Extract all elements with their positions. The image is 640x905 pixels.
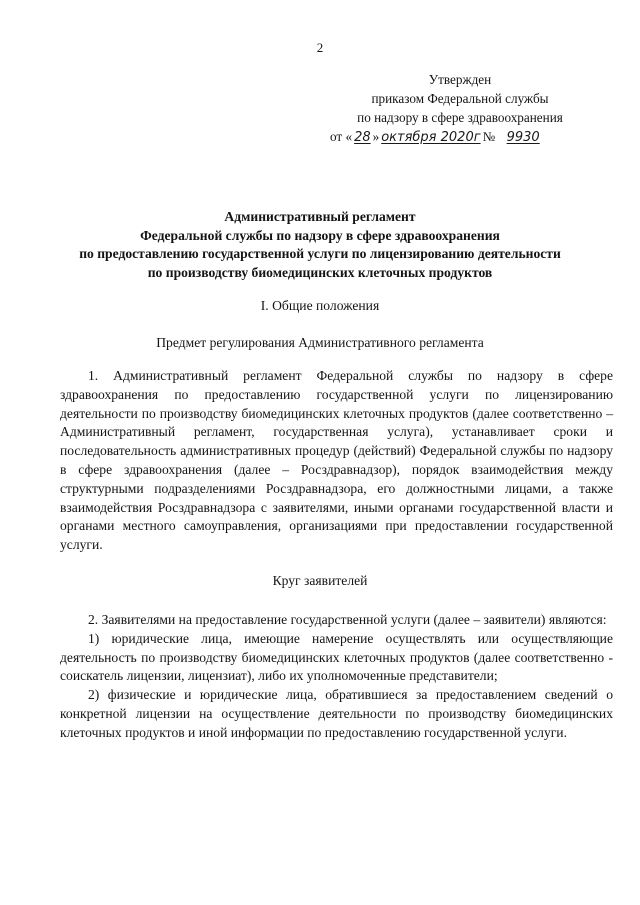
paragraph-4: 2) физические и юридические лица, обратившиеся за предоставлением сведений о конкретной лицензии на осуществление деятельности по производству биомедицинских клеточных продуктов и иной информации по предоставлению государственной услуги.	[60, 687, 613, 740]
handwritten-day: 28	[354, 130, 371, 145]
title-line-3: по предоставлению государственной услуги по лицензированию деятельности	[79, 246, 561, 261]
paragraph-1	[60, 367, 613, 555]
page-number: 2	[316, 40, 324, 55]
date-quote-close: »	[372, 129, 380, 144]
subsection-heading-applicants: Круг заявителей	[272, 573, 368, 588]
title-line-1: Административный регламент	[224, 209, 416, 224]
handwritten-order-number: 9930	[506, 130, 540, 145]
title-line-4: по производству биомедицинских клеточных продуктов	[147, 264, 493, 280]
paragraphs-applicants	[60, 611, 613, 743]
subsection-heading-subject: Предмет регулирования Административного регламента	[156, 335, 484, 350]
approval-line-2: приказом Федеральной службы	[371, 91, 549, 106]
date-prefix: от «	[330, 129, 353, 144]
handwritten-month-year: октября 2020г	[381, 130, 481, 145]
document-title	[40, 208, 600, 282]
section-heading-general: I. Общие положения	[260, 298, 380, 313]
paragraph-2: 2. Заявителями на предоставление государственной услуги (далее – заявители) являются:	[88, 612, 607, 627]
paragraph-1-text: 1. Административный регламент Федеральной службы по надзору в сфере здравоохранения по предоставлению государственной услуги по лицензированию деятельности по производству биомедицинских клеточных продуктов (далее соответственно – Административный регламент, государственная услуга), устанавливает сроки и последовательность административных процедур (действий) Федеральной службы по надзору в сфере здравоохранения (далее – Росздравнадзор), порядок взаимодействия между структурными подразделениями Росздравнадзора, его должностными лицами, а также взаимодействия Росздравнадзора с заявителями, иными органами государственной власти и органами местного самоуправления, организациями при предоставлении государственной услуги.	[60, 368, 613, 553]
approval-block	[330, 70, 590, 147]
approval-line-1: Утвержден	[428, 72, 492, 87]
paragraph-3: 1) юридические лица, имеющие намерение осуществлять или осуществляющие деятельность по производству биомедицинских клеточных продуктов (далее соответственно - соискатель лицензии, лицензиат), либо их уполномоченные представители;	[60, 630, 613, 684]
approval-line-3: по надзору в сфере здравоохранения	[357, 110, 563, 125]
number-label: №	[482, 129, 496, 144]
title-line-2: Федеральной службы по надзору в сфере здравоохранения	[140, 227, 500, 243]
approval-date-line	[330, 127, 590, 147]
